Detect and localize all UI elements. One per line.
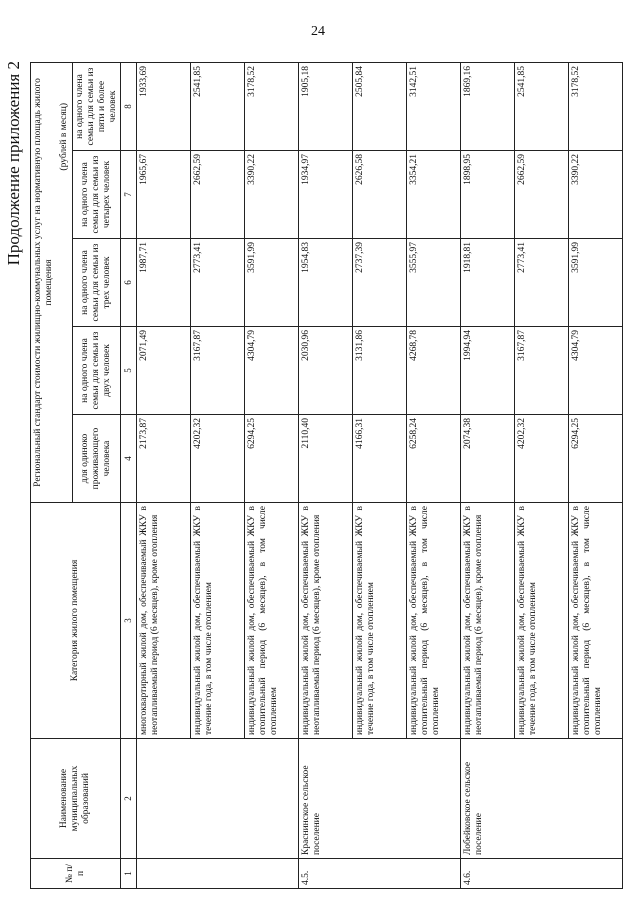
row-number [568, 859, 622, 889]
standard-value: 4202,32 [190, 415, 244, 503]
header-sub-7: на одного члена семьи для семьи из четырех человек [72, 151, 121, 239]
standard-value: 2773,41 [514, 239, 568, 327]
standard-value: 2737,39 [352, 239, 406, 327]
municipality-name [568, 739, 622, 859]
housing-category: многоквартирный жилой дом, обеспечиваемый ЖКУ в неотапливаемый период (6 месяцев), кроме отопления [136, 503, 190, 739]
municipality-name: Лобейковское сельское поселение [460, 739, 514, 859]
housing-category: индивидуальный жилой дом, обеспечиваемый ЖКУ в неотапливаемый период (6 месяцев), кроме отопления [298, 503, 352, 739]
row-number [244, 859, 298, 889]
standard-value: 3167,87 [514, 327, 568, 415]
standard-value: 3142,51 [406, 62, 460, 150]
standard-value: 4268,78 [406, 327, 460, 415]
standard-value: 3354,21 [406, 151, 460, 239]
standard-value: 3390,22 [568, 151, 622, 239]
municipality-name [406, 739, 460, 859]
standard-value: 3178,52 [568, 62, 622, 150]
column-number-6: 6 [121, 239, 136, 327]
standard-value: 3131,86 [352, 327, 406, 415]
standard-value: 2074,38 [460, 415, 514, 503]
standard-value: 2626,58 [352, 151, 406, 239]
housing-category: индивидуальный жилой дом, обеспечиваемый ЖКУ в течение года, в том числе отоплением [190, 503, 244, 739]
column-number-2: 2 [121, 739, 136, 859]
standard-value: 2773,41 [190, 239, 244, 327]
header-sub-8: на одного члена семьи для семьи из пяти и более человек [72, 62, 121, 150]
housing-category: индивидуальный жилой дом, обеспечиваемый ЖКУ в течение года, в том числе отоплением [352, 503, 406, 739]
municipality-name [352, 739, 406, 859]
municipality-name [514, 739, 568, 859]
standard-value: 1933,69 [136, 62, 190, 150]
column-number-1: 1 [121, 859, 136, 889]
housing-category: индивидуальный жилой дом, обеспечиваемый ЖКУ в неотапливаемый период (6 месяцев), кроме отопления [460, 503, 514, 739]
standard-value: 3178,52 [244, 62, 298, 150]
standard-value: 6258,24 [406, 415, 460, 503]
standard-value: 6294,25 [568, 415, 622, 503]
row-number: 4.6. [460, 859, 514, 889]
standard-value: 4166,31 [352, 415, 406, 503]
standard-value: 1987,71 [136, 239, 190, 327]
standard-value: 3591,99 [568, 239, 622, 327]
standard-value: 4304,79 [568, 327, 622, 415]
header-group-title: Региональный стандарт стоимости жилищно-коммунальных услуг на нормативную площадь жилого помещения [31, 62, 57, 502]
standard-value: 1869,16 [460, 62, 514, 150]
standard-value: 2662,59 [190, 151, 244, 239]
standard-value: 1934,97 [298, 151, 352, 239]
standard-value: 2110,40 [298, 415, 352, 503]
row-number [406, 859, 460, 889]
standard-value: 2662,59 [514, 151, 568, 239]
standard-value: 2071,49 [136, 327, 190, 415]
standard-value: 3555,97 [406, 239, 460, 327]
table-row [190, 62, 244, 888]
header-category: Категория жилого помещения [31, 503, 121, 739]
standard-value: 1954,83 [298, 239, 352, 327]
tariff-table [30, 62, 623, 889]
row-number [514, 859, 568, 889]
header-no: № п/п [31, 859, 121, 889]
housing-category: индивидуальный жилой дом, обеспечиваемый ЖКУ в течение года, в том числе отоплением [514, 503, 568, 739]
standard-value: 1965,67 [136, 151, 190, 239]
standard-value: 1994,94 [460, 327, 514, 415]
header-municipality: Наименование муниципальных образований [31, 739, 121, 859]
standard-value: 3167,87 [190, 327, 244, 415]
column-number-5: 5 [121, 327, 136, 415]
table-row [136, 62, 190, 888]
page-number: 24 [311, 24, 325, 39]
appendix-caption: Продолжение приложения 2 [4, 61, 23, 266]
rotated-sheet [0, 45, 603, 905]
row-number [190, 859, 244, 889]
header-sub-6: на одного члена семьи для семьи из трех человек [72, 239, 121, 327]
row-number [136, 859, 190, 889]
table-row [514, 62, 568, 888]
municipality-name [244, 739, 298, 859]
column-number-8: 8 [121, 62, 136, 150]
table-row [406, 62, 460, 888]
standard-value: 2541,85 [190, 62, 244, 150]
table-row [244, 62, 298, 888]
column-number-3: 3 [121, 503, 136, 739]
standard-value: 1898,95 [460, 151, 514, 239]
table-row [568, 62, 622, 888]
standard-value: 6294,25 [244, 415, 298, 503]
standard-value: 2505,84 [352, 62, 406, 150]
row-number [352, 859, 406, 889]
standard-value: 4304,79 [244, 327, 298, 415]
housing-category: индивидуальный жилой дом, обеспечиваемый ЖКУ в отопительный период (6 месяцев), в том числе отоплением [406, 503, 460, 739]
standard-value: 4202,32 [514, 415, 568, 503]
table-row [352, 62, 406, 888]
table-row [298, 62, 352, 888]
municipality-name [190, 739, 244, 859]
housing-category: индивидуальный жилой дом, обеспечиваемый ЖКУ в отопительный период (6 месяцев), в том числе отоплением [568, 503, 622, 739]
column-number-4: 4 [121, 415, 136, 503]
standard-value: 3591,99 [244, 239, 298, 327]
standard-value: 2173,87 [136, 415, 190, 503]
table-row [460, 62, 514, 888]
municipality-name [136, 739, 190, 859]
header-group-unit: (рублей в месяц) [57, 62, 72, 502]
standard-value: 2541,85 [514, 62, 568, 150]
housing-category: индивидуальный жилой дом, обеспечиваемый ЖКУ в отопительный период (6 месяцев), в том числе отоплением [244, 503, 298, 739]
standard-value: 1905,18 [298, 62, 352, 150]
row-number: 4.5. [298, 859, 352, 889]
municipality-name: Краснинское сельское поселение [298, 739, 352, 859]
column-number-7: 7 [121, 151, 136, 239]
standard-value: 2030,96 [298, 327, 352, 415]
header-sub-5: на одного члена семьи для семьи из двух человек [72, 327, 121, 415]
standard-value: 1918,81 [460, 239, 514, 327]
header-sub-4: для одиноко проживающего человека [72, 415, 121, 503]
standard-value: 3390,22 [244, 151, 298, 239]
